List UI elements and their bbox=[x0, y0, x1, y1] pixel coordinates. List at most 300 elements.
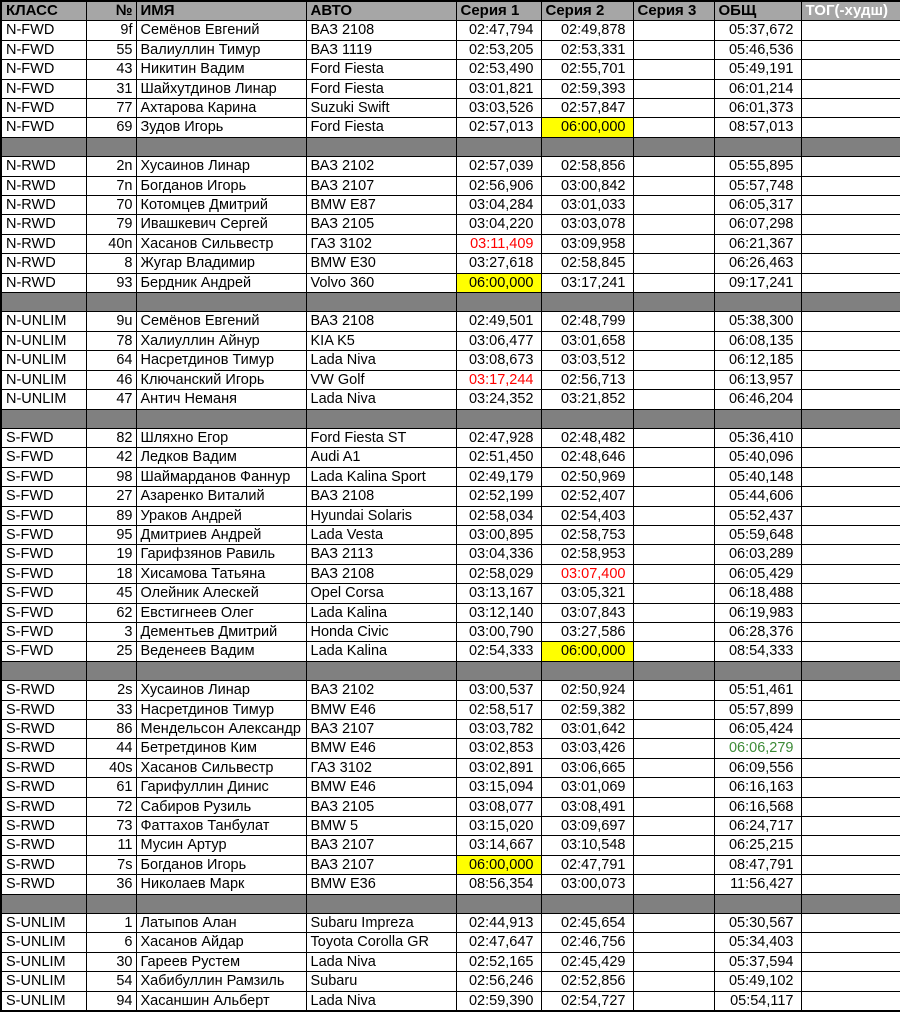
cell-car[interactable]: Subaru Impreza bbox=[306, 914, 456, 933]
cell-name[interactable]: Дементьев Дмитрий bbox=[136, 622, 306, 641]
cell-s2[interactable]: 03:21,852 bbox=[541, 390, 633, 409]
cell-class[interactable]: S-RWD bbox=[1, 778, 86, 797]
cell-tog[interactable] bbox=[801, 428, 900, 447]
cell-car[interactable]: ВАЗ 1119 bbox=[306, 40, 456, 59]
cell-s2[interactable]: 02:55,701 bbox=[541, 60, 633, 79]
cell-name[interactable]: Николаев Марк bbox=[136, 875, 306, 894]
cell-total[interactable]: 05:37,672 bbox=[714, 21, 801, 40]
cell-s3[interactable] bbox=[633, 370, 714, 389]
cell-class[interactable]: S-FWD bbox=[1, 506, 86, 525]
cell-s3[interactable] bbox=[633, 584, 714, 603]
cell-s3[interactable] bbox=[633, 467, 714, 486]
cell-num[interactable]: 54 bbox=[86, 972, 136, 991]
cell-num[interactable]: 78 bbox=[86, 331, 136, 350]
cell-num[interactable]: 46 bbox=[86, 370, 136, 389]
cell-tog[interactable] bbox=[801, 157, 900, 176]
cell-s3[interactable] bbox=[633, 40, 714, 59]
cell-s1[interactable]: 02:51,450 bbox=[456, 448, 541, 467]
cell-s2[interactable]: 03:17,241 bbox=[541, 273, 633, 292]
cell-class[interactable]: S-FWD bbox=[1, 525, 86, 544]
cell-tog[interactable] bbox=[801, 390, 900, 409]
header-tog[interactable]: ТОГ(-худш) bbox=[801, 1, 900, 21]
cell-num[interactable]: 62 bbox=[86, 603, 136, 622]
cell-tog[interactable] bbox=[801, 914, 900, 933]
cell-s3[interactable] bbox=[633, 176, 714, 195]
cell-total[interactable]: 06:16,568 bbox=[714, 797, 801, 816]
cell-s2[interactable]: 03:05,321 bbox=[541, 584, 633, 603]
cell-s2[interactable]: 02:58,845 bbox=[541, 254, 633, 273]
cell-total[interactable]: 08:57,013 bbox=[714, 118, 801, 137]
cell-total[interactable]: 05:54,117 bbox=[714, 991, 801, 1011]
cell-s1[interactable]: 03:02,891 bbox=[456, 758, 541, 777]
cell-tog[interactable] bbox=[801, 836, 900, 855]
cell-car[interactable]: Suzuki Swift bbox=[306, 99, 456, 118]
cell-class[interactable]: N-FWD bbox=[1, 60, 86, 79]
cell-num[interactable]: 8 bbox=[86, 254, 136, 273]
cell-s1[interactable]: 03:12,140 bbox=[456, 603, 541, 622]
cell-class[interactable]: S-RWD bbox=[1, 817, 86, 836]
cell-num[interactable]: 11 bbox=[86, 836, 136, 855]
cell-class[interactable]: N-UNLIM bbox=[1, 312, 86, 331]
cell-s2[interactable]: 02:54,727 bbox=[541, 991, 633, 1011]
cell-num[interactable]: 93 bbox=[86, 273, 136, 292]
cell-s3[interactable] bbox=[633, 157, 714, 176]
cell-car[interactable]: BMW E46 bbox=[306, 778, 456, 797]
cell-car[interactable]: ВАЗ 2108 bbox=[306, 312, 456, 331]
cell-num[interactable]: 18 bbox=[86, 564, 136, 583]
header-car[interactable]: АВТО bbox=[306, 1, 456, 21]
cell-s3[interactable] bbox=[633, 642, 714, 661]
cell-name[interactable]: Ледков Вадим bbox=[136, 448, 306, 467]
cell-tog[interactable] bbox=[801, 681, 900, 700]
cell-s1[interactable]: 02:44,913 bbox=[456, 914, 541, 933]
cell-total[interactable]: 05:59,648 bbox=[714, 525, 801, 544]
cell-s1[interactable]: 02:53,205 bbox=[456, 40, 541, 59]
cell-tog[interactable] bbox=[801, 312, 900, 331]
cell-car[interactable]: ВАЗ 2107 bbox=[306, 836, 456, 855]
cell-s3[interactable] bbox=[633, 487, 714, 506]
cell-name[interactable]: Хасанов Айдар bbox=[136, 933, 306, 952]
cell-s3[interactable] bbox=[633, 875, 714, 894]
cell-car[interactable]: Audi A1 bbox=[306, 448, 456, 467]
cell-total[interactable]: 05:30,567 bbox=[714, 914, 801, 933]
cell-car[interactable]: Lada Niva bbox=[306, 952, 456, 971]
cell-s2[interactable]: 03:00,073 bbox=[541, 875, 633, 894]
cell-s3[interactable] bbox=[633, 972, 714, 991]
cell-car[interactable]: Lada Kalina Sport bbox=[306, 467, 456, 486]
header-class[interactable]: КЛАСС bbox=[1, 1, 86, 21]
cell-num[interactable]: 73 bbox=[86, 817, 136, 836]
cell-tog[interactable] bbox=[801, 778, 900, 797]
cell-s3[interactable] bbox=[633, 739, 714, 758]
cell-s2[interactable]: 03:03,512 bbox=[541, 351, 633, 370]
cell-car[interactable]: BMW E46 bbox=[306, 700, 456, 719]
cell-total[interactable]: 05:49,102 bbox=[714, 972, 801, 991]
cell-s3[interactable] bbox=[633, 331, 714, 350]
cell-total[interactable]: 06:08,135 bbox=[714, 331, 801, 350]
cell-class[interactable]: S-RWD bbox=[1, 719, 86, 738]
cell-s1[interactable]: 03:03,782 bbox=[456, 719, 541, 738]
cell-car[interactable]: ВАЗ 2105 bbox=[306, 215, 456, 234]
cell-s2[interactable]: 03:01,642 bbox=[541, 719, 633, 738]
cell-car[interactable]: BMW E36 bbox=[306, 875, 456, 894]
cell-class[interactable]: S-RWD bbox=[1, 758, 86, 777]
cell-class[interactable]: N-FWD bbox=[1, 118, 86, 137]
cell-s1[interactable]: 02:57,039 bbox=[456, 157, 541, 176]
cell-s2[interactable]: 03:01,069 bbox=[541, 778, 633, 797]
cell-s1[interactable]: 03:17,244 bbox=[456, 370, 541, 389]
cell-class[interactable]: S-FWD bbox=[1, 622, 86, 641]
cell-total[interactable]: 05:51,461 bbox=[714, 681, 801, 700]
cell-name[interactable]: Шаймарданов Фаннур bbox=[136, 467, 306, 486]
cell-name[interactable]: Дмитриев Андрей bbox=[136, 525, 306, 544]
cell-tog[interactable] bbox=[801, 448, 900, 467]
cell-s3[interactable] bbox=[633, 428, 714, 447]
cell-s3[interactable] bbox=[633, 991, 714, 1011]
cell-name[interactable]: Семёнов Евгений bbox=[136, 21, 306, 40]
cell-s2[interactable]: 03:10,548 bbox=[541, 836, 633, 855]
cell-total[interactable]: 09:17,241 bbox=[714, 273, 801, 292]
cell-s2[interactable]: 03:07,400 bbox=[541, 564, 633, 583]
cell-s3[interactable] bbox=[633, 603, 714, 622]
cell-name[interactable]: Мендельсон Александр bbox=[136, 719, 306, 738]
cell-class[interactable]: S-RWD bbox=[1, 797, 86, 816]
cell-total[interactable]: 05:34,403 bbox=[714, 933, 801, 952]
cell-tog[interactable] bbox=[801, 952, 900, 971]
cell-class[interactable]: N-FWD bbox=[1, 79, 86, 98]
cell-s3[interactable] bbox=[633, 196, 714, 215]
cell-class[interactable]: S-FWD bbox=[1, 642, 86, 661]
cell-name[interactable]: Мусин Артур bbox=[136, 836, 306, 855]
cell-s1[interactable]: 02:47,647 bbox=[456, 933, 541, 952]
cell-num[interactable]: 55 bbox=[86, 40, 136, 59]
cell-car[interactable]: BMW E30 bbox=[306, 254, 456, 273]
cell-car[interactable]: Lada Kalina bbox=[306, 642, 456, 661]
cell-s1[interactable]: 02:49,501 bbox=[456, 312, 541, 331]
cell-total[interactable]: 05:57,748 bbox=[714, 176, 801, 195]
cell-class[interactable]: S-FWD bbox=[1, 564, 86, 583]
cell-name[interactable]: Олейник Алескей bbox=[136, 584, 306, 603]
cell-total[interactable]: 06:13,957 bbox=[714, 370, 801, 389]
cell-tog[interactable] bbox=[801, 254, 900, 273]
cell-num[interactable]: 94 bbox=[86, 991, 136, 1011]
cell-tog[interactable] bbox=[801, 933, 900, 952]
cell-num[interactable]: 69 bbox=[86, 118, 136, 137]
cell-s3[interactable] bbox=[633, 215, 714, 234]
cell-num[interactable]: 31 bbox=[86, 79, 136, 98]
cell-total[interactable]: 05:55,895 bbox=[714, 157, 801, 176]
cell-num[interactable]: 79 bbox=[86, 215, 136, 234]
cell-tog[interactable] bbox=[801, 758, 900, 777]
cell-total[interactable]: 06:12,185 bbox=[714, 351, 801, 370]
cell-s1[interactable]: 03:13,167 bbox=[456, 584, 541, 603]
cell-num[interactable]: 3 bbox=[86, 622, 136, 641]
cell-s1[interactable]: 03:04,336 bbox=[456, 545, 541, 564]
cell-s2[interactable]: 03:06,665 bbox=[541, 758, 633, 777]
cell-name[interactable]: Хабибуллин Рамзиль bbox=[136, 972, 306, 991]
cell-name[interactable]: Зудов Игорь bbox=[136, 118, 306, 137]
cell-class[interactable]: N-RWD bbox=[1, 254, 86, 273]
cell-name[interactable]: Шляхно Егор bbox=[136, 428, 306, 447]
cell-total[interactable]: 06:01,214 bbox=[714, 79, 801, 98]
cell-total[interactable]: 05:52,437 bbox=[714, 506, 801, 525]
cell-car[interactable]: ВАЗ 2108 bbox=[306, 21, 456, 40]
cell-name[interactable]: Насретдинов Тимур bbox=[136, 700, 306, 719]
cell-name[interactable]: Богданов Игорь bbox=[136, 855, 306, 874]
cell-car[interactable]: ВАЗ 2107 bbox=[306, 719, 456, 738]
cell-class[interactable]: N-UNLIM bbox=[1, 331, 86, 350]
cell-s2[interactable]: 02:48,482 bbox=[541, 428, 633, 447]
cell-s1[interactable]: 06:00,000 bbox=[456, 273, 541, 292]
cell-car[interactable]: Lada Niva bbox=[306, 390, 456, 409]
cell-car[interactable]: Ford Fiesta bbox=[306, 79, 456, 98]
cell-total[interactable]: 05:40,096 bbox=[714, 448, 801, 467]
cell-name[interactable]: Халиуллин Айнур bbox=[136, 331, 306, 350]
cell-total[interactable]: 06:09,556 bbox=[714, 758, 801, 777]
cell-tog[interactable] bbox=[801, 60, 900, 79]
cell-car[interactable]: Hyundai Solaris bbox=[306, 506, 456, 525]
cell-car[interactable]: ВАЗ 2108 bbox=[306, 564, 456, 583]
cell-s1[interactable]: 03:00,895 bbox=[456, 525, 541, 544]
cell-class[interactable]: S-UNLIM bbox=[1, 972, 86, 991]
cell-s1[interactable]: 03:14,667 bbox=[456, 836, 541, 855]
cell-s1[interactable]: 08:56,354 bbox=[456, 875, 541, 894]
cell-car[interactable]: Toyota Corolla GR bbox=[306, 933, 456, 952]
cell-class[interactable]: S-FWD bbox=[1, 448, 86, 467]
cell-num[interactable]: 82 bbox=[86, 428, 136, 447]
cell-s1[interactable]: 02:49,179 bbox=[456, 467, 541, 486]
cell-class[interactable]: S-RWD bbox=[1, 681, 86, 700]
cell-total[interactable]: 11:56,427 bbox=[714, 875, 801, 894]
cell-total[interactable]: 05:46,536 bbox=[714, 40, 801, 59]
cell-tog[interactable] bbox=[801, 370, 900, 389]
cell-car[interactable]: KIA K5 bbox=[306, 331, 456, 350]
cell-s2[interactable]: 02:57,847 bbox=[541, 99, 633, 118]
cell-car[interactable]: ГАЗ 3102 bbox=[306, 234, 456, 253]
cell-class[interactable]: S-UNLIM bbox=[1, 933, 86, 952]
cell-class[interactable]: N-RWD bbox=[1, 157, 86, 176]
cell-class[interactable]: N-RWD bbox=[1, 196, 86, 215]
cell-car[interactable]: BMW E87 bbox=[306, 196, 456, 215]
cell-tog[interactable] bbox=[801, 525, 900, 544]
cell-tog[interactable] bbox=[801, 564, 900, 583]
cell-tog[interactable] bbox=[801, 176, 900, 195]
cell-s3[interactable] bbox=[633, 564, 714, 583]
cell-s3[interactable] bbox=[633, 118, 714, 137]
cell-s3[interactable] bbox=[633, 700, 714, 719]
cell-s3[interactable] bbox=[633, 60, 714, 79]
cell-s1[interactable]: 02:56,906 bbox=[456, 176, 541, 195]
cell-s2[interactable]: 02:50,969 bbox=[541, 467, 633, 486]
cell-class[interactable]: S-RWD bbox=[1, 836, 86, 855]
cell-num[interactable]: 61 bbox=[86, 778, 136, 797]
cell-car[interactable]: ВАЗ 2108 bbox=[306, 487, 456, 506]
cell-num[interactable]: 44 bbox=[86, 739, 136, 758]
cell-s2[interactable]: 06:00,000 bbox=[541, 118, 633, 137]
cell-s3[interactable] bbox=[633, 234, 714, 253]
cell-total[interactable]: 06:24,717 bbox=[714, 817, 801, 836]
cell-name[interactable]: Ивашкевич Сергей bbox=[136, 215, 306, 234]
cell-s3[interactable] bbox=[633, 797, 714, 816]
cell-name[interactable]: Латыпов Алан bbox=[136, 914, 306, 933]
header-series2[interactable]: Серия 2 bbox=[541, 1, 633, 21]
cell-name[interactable]: Насретдинов Тимур bbox=[136, 351, 306, 370]
cell-total[interactable]: 06:18,488 bbox=[714, 584, 801, 603]
cell-total[interactable]: 06:06,279 bbox=[714, 739, 801, 758]
cell-total[interactable]: 06:01,373 bbox=[714, 99, 801, 118]
cell-num[interactable]: 77 bbox=[86, 99, 136, 118]
cell-car[interactable]: Volvo 360 bbox=[306, 273, 456, 292]
cell-name[interactable]: Ахтарова Карина bbox=[136, 99, 306, 118]
cell-total[interactable]: 06:28,376 bbox=[714, 622, 801, 641]
cell-s3[interactable] bbox=[633, 855, 714, 874]
cell-tog[interactable] bbox=[801, 487, 900, 506]
cell-tog[interactable] bbox=[801, 622, 900, 641]
cell-tog[interactable] bbox=[801, 642, 900, 661]
cell-num[interactable]: 64 bbox=[86, 351, 136, 370]
cell-s1[interactable]: 03:27,618 bbox=[456, 254, 541, 273]
cell-s3[interactable] bbox=[633, 719, 714, 738]
cell-name[interactable]: Антич Неманя bbox=[136, 390, 306, 409]
cell-tog[interactable] bbox=[801, 875, 900, 894]
cell-s2[interactable]: 03:27,586 bbox=[541, 622, 633, 641]
cell-num[interactable]: 19 bbox=[86, 545, 136, 564]
cell-s2[interactable]: 02:58,856 bbox=[541, 157, 633, 176]
cell-total[interactable]: 06:03,289 bbox=[714, 545, 801, 564]
cell-s2[interactable]: 03:03,426 bbox=[541, 739, 633, 758]
cell-s2[interactable]: 03:09,958 bbox=[541, 234, 633, 253]
cell-total[interactable]: 06:19,983 bbox=[714, 603, 801, 622]
cell-class[interactable]: N-FWD bbox=[1, 99, 86, 118]
cell-name[interactable]: Хасанов Сильвестр bbox=[136, 758, 306, 777]
cell-s1[interactable]: 03:08,077 bbox=[456, 797, 541, 816]
cell-s2[interactable]: 02:54,403 bbox=[541, 506, 633, 525]
cell-s1[interactable]: 02:59,390 bbox=[456, 991, 541, 1011]
cell-num[interactable]: 36 bbox=[86, 875, 136, 894]
cell-name[interactable]: Ураков Андрей bbox=[136, 506, 306, 525]
cell-num[interactable]: 98 bbox=[86, 467, 136, 486]
header-total[interactable]: ОБЩ bbox=[714, 1, 801, 21]
cell-s3[interactable] bbox=[633, 99, 714, 118]
cell-num[interactable]: 45 bbox=[86, 584, 136, 603]
cell-total[interactable]: 06:05,317 bbox=[714, 196, 801, 215]
cell-tog[interactable] bbox=[801, 21, 900, 40]
cell-tog[interactable] bbox=[801, 991, 900, 1011]
cell-class[interactable]: S-RWD bbox=[1, 739, 86, 758]
cell-tog[interactable] bbox=[801, 972, 900, 991]
cell-name[interactable]: Бердник Андрей bbox=[136, 273, 306, 292]
cell-class[interactable]: S-FWD bbox=[1, 467, 86, 486]
cell-class[interactable]: S-UNLIM bbox=[1, 991, 86, 1011]
cell-tog[interactable] bbox=[801, 79, 900, 98]
cell-total[interactable]: 05:36,410 bbox=[714, 428, 801, 447]
cell-name[interactable]: Жугар Владимир bbox=[136, 254, 306, 273]
cell-s2[interactable]: 02:59,382 bbox=[541, 700, 633, 719]
cell-s2[interactable]: 02:56,713 bbox=[541, 370, 633, 389]
cell-total[interactable]: 08:47,791 bbox=[714, 855, 801, 874]
cell-tog[interactable] bbox=[801, 351, 900, 370]
cell-s1[interactable]: 02:52,199 bbox=[456, 487, 541, 506]
cell-total[interactable]: 08:54,333 bbox=[714, 642, 801, 661]
header-number[interactable]: № bbox=[86, 1, 136, 21]
cell-name[interactable]: Хасанов Сильвестр bbox=[136, 234, 306, 253]
cell-tog[interactable] bbox=[801, 467, 900, 486]
cell-num[interactable]: 27 bbox=[86, 487, 136, 506]
cell-s3[interactable] bbox=[633, 79, 714, 98]
cell-s1[interactable]: 02:57,013 bbox=[456, 118, 541, 137]
cell-class[interactable]: N-UNLIM bbox=[1, 370, 86, 389]
cell-name[interactable]: Ключанский Игорь bbox=[136, 370, 306, 389]
cell-name[interactable]: Веденеев Вадим bbox=[136, 642, 306, 661]
cell-s3[interactable] bbox=[633, 817, 714, 836]
cell-s2[interactable]: 03:07,843 bbox=[541, 603, 633, 622]
cell-s3[interactable] bbox=[633, 506, 714, 525]
cell-class[interactable]: S-FWD bbox=[1, 487, 86, 506]
cell-class[interactable]: S-FWD bbox=[1, 428, 86, 447]
cell-tog[interactable] bbox=[801, 273, 900, 292]
cell-num[interactable]: 43 bbox=[86, 60, 136, 79]
header-series3[interactable]: Серия 3 bbox=[633, 1, 714, 21]
cell-car[interactable]: Lada Niva bbox=[306, 991, 456, 1011]
cell-s2[interactable]: 03:03,078 bbox=[541, 215, 633, 234]
cell-car[interactable]: Ford Fiesta bbox=[306, 118, 456, 137]
cell-tog[interactable] bbox=[801, 196, 900, 215]
cell-tog[interactable] bbox=[801, 118, 900, 137]
cell-class[interactable]: N-RWD bbox=[1, 215, 86, 234]
cell-car[interactable]: ВАЗ 2113 bbox=[306, 545, 456, 564]
cell-name[interactable]: Богданов Игорь bbox=[136, 176, 306, 195]
cell-car[interactable]: ВАЗ 2102 bbox=[306, 681, 456, 700]
cell-s2[interactable]: 03:08,491 bbox=[541, 797, 633, 816]
cell-s1[interactable]: 02:47,928 bbox=[456, 428, 541, 447]
cell-s1[interactable]: 03:00,537 bbox=[456, 681, 541, 700]
cell-total[interactable]: 05:57,899 bbox=[714, 700, 801, 719]
cell-car[interactable]: Ford Fiesta ST bbox=[306, 428, 456, 447]
cell-car[interactable]: Lada Vesta bbox=[306, 525, 456, 544]
cell-name[interactable]: Гарифзянов Равиль bbox=[136, 545, 306, 564]
cell-car[interactable]: BMW E46 bbox=[306, 739, 456, 758]
cell-s1[interactable]: 03:15,020 bbox=[456, 817, 541, 836]
cell-s1[interactable]: 02:47,794 bbox=[456, 21, 541, 40]
cell-car[interactable]: Opel Corsa bbox=[306, 584, 456, 603]
cell-name[interactable]: Евстигнеев Олег bbox=[136, 603, 306, 622]
cell-tog[interactable] bbox=[801, 584, 900, 603]
cell-s3[interactable] bbox=[633, 933, 714, 952]
cell-car[interactable]: VW Golf bbox=[306, 370, 456, 389]
cell-num[interactable]: 2s bbox=[86, 681, 136, 700]
cell-total[interactable]: 06:46,204 bbox=[714, 390, 801, 409]
cell-s1[interactable]: 03:15,094 bbox=[456, 778, 541, 797]
cell-s2[interactable]: 02:52,856 bbox=[541, 972, 633, 991]
cell-s3[interactable] bbox=[633, 448, 714, 467]
cell-s2[interactable]: 02:47,791 bbox=[541, 855, 633, 874]
cell-name[interactable]: Хисамова Татьяна bbox=[136, 564, 306, 583]
cell-total[interactable]: 06:21,367 bbox=[714, 234, 801, 253]
cell-s2[interactable]: 03:09,697 bbox=[541, 817, 633, 836]
cell-tog[interactable] bbox=[801, 215, 900, 234]
cell-s2[interactable]: 02:58,753 bbox=[541, 525, 633, 544]
cell-total[interactable]: 05:49,191 bbox=[714, 60, 801, 79]
cell-num[interactable]: 2n bbox=[86, 157, 136, 176]
cell-s2[interactable]: 02:53,331 bbox=[541, 40, 633, 59]
cell-tog[interactable] bbox=[801, 99, 900, 118]
cell-s1[interactable]: 06:00,000 bbox=[456, 855, 541, 874]
cell-tog[interactable] bbox=[801, 331, 900, 350]
cell-car[interactable]: ВАЗ 2107 bbox=[306, 176, 456, 195]
cell-tog[interactable] bbox=[801, 700, 900, 719]
cell-s1[interactable]: 03:02,853 bbox=[456, 739, 541, 758]
cell-class[interactable]: S-RWD bbox=[1, 855, 86, 874]
